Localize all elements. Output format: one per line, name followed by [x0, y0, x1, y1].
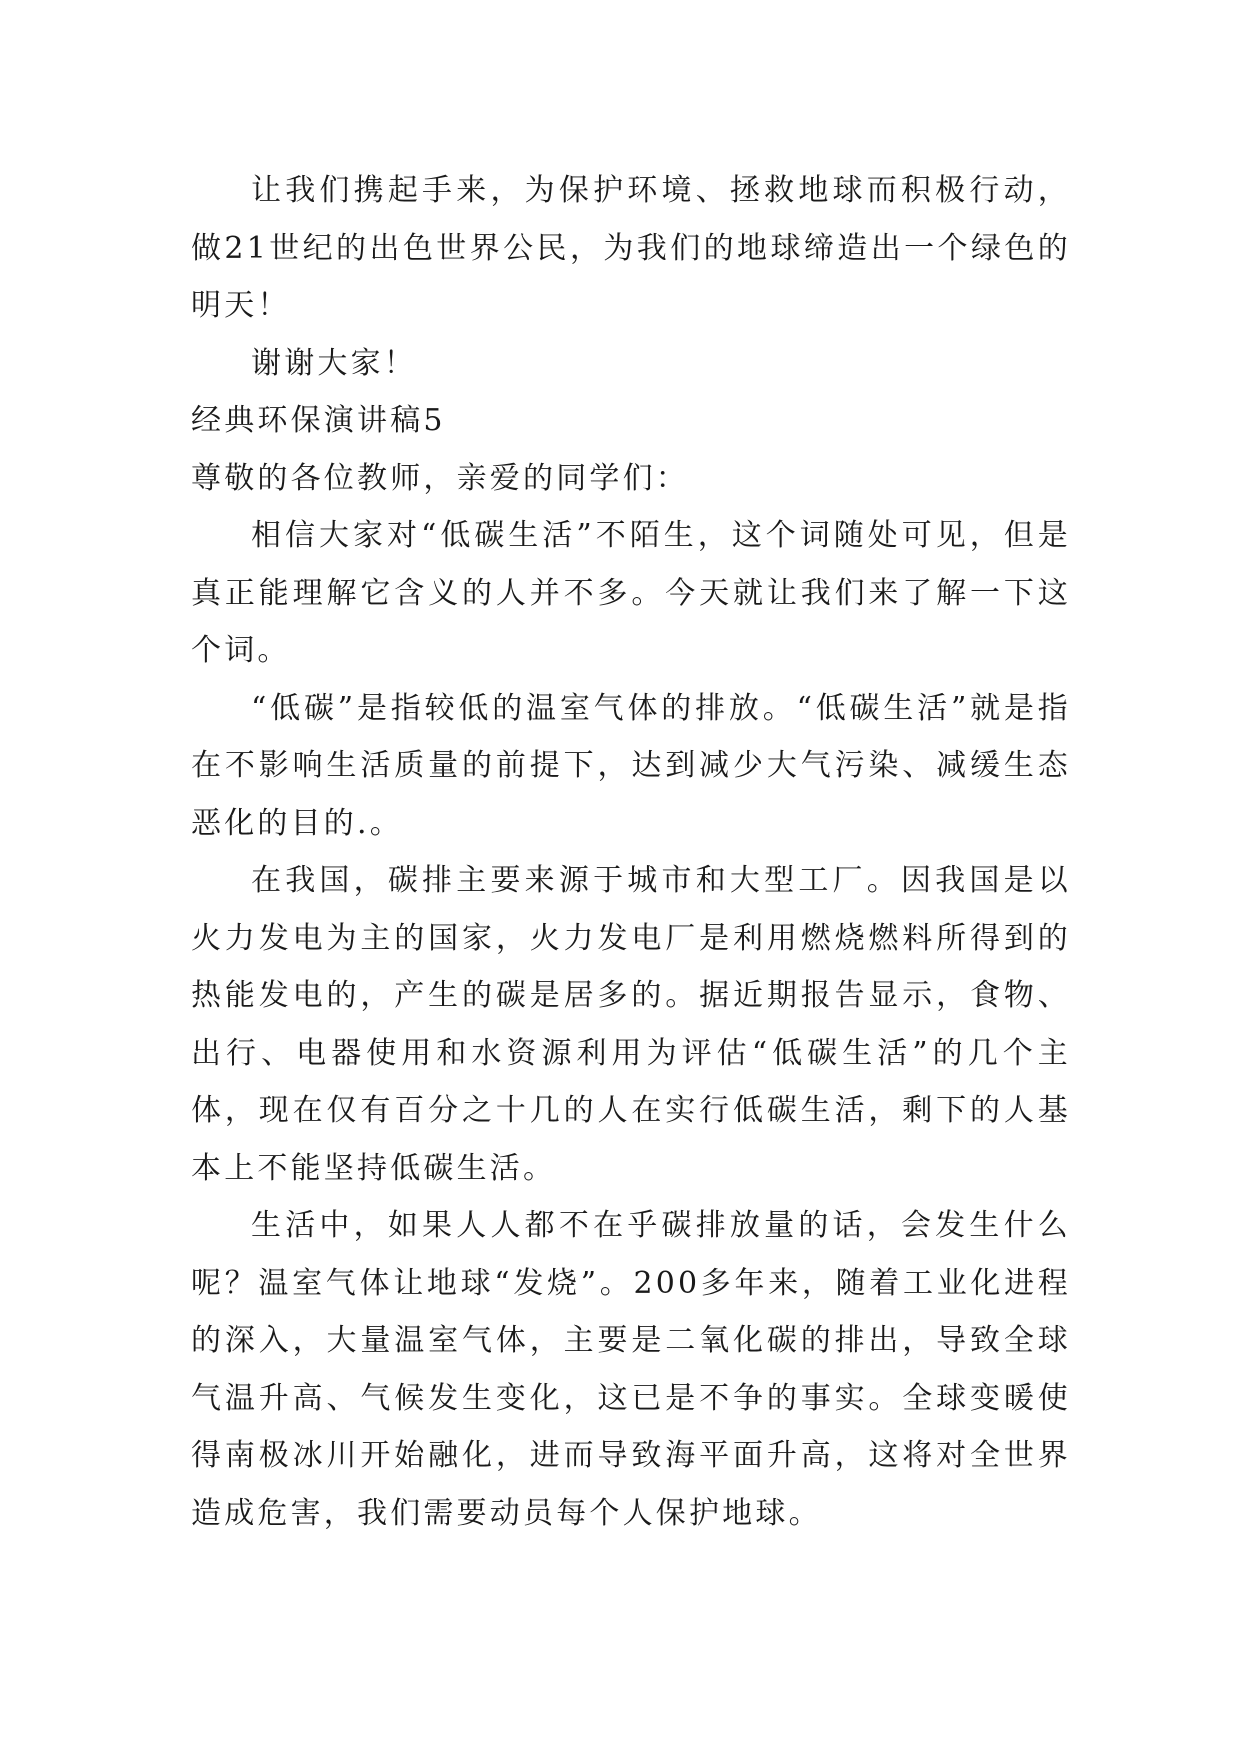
- section-title: 经典环保演讲稿5: [191, 403, 446, 438]
- salutation: 尊敬的各位教师，亲爱的同学们：: [191, 460, 689, 496]
- paragraph-low-carbon-intro: 相信大家对“低碳生活”不陌生，这个词随处可见，但是真正能理解它含义的人并不多。今天就让我们来了解一下这个词。: [191, 518, 1071, 668]
- paragraph-thanks: 谢谢大家！: [251, 345, 417, 381]
- paragraph-global-warming: 生活中，如果人人都不在乎碳排放量的话，会发生什么呢？温室气体让地球“发烧”。200多年来，随着工业化进程的深入，大量温室气体，主要是二氧化碳的排出，导致全球气温升高、气候发生变化，这已是不争的事实。全球变暖使得南极冰川开始融化，进而导致海平面升高，这将对全世界造成危害，我们需要动员每个人保护地球。: [191, 1208, 1071, 1531]
- paragraph-call-to-action: 让我们携起手来，为保护环境、拯救地球而积极行动，做21世纪的出色世界公民，为我们的地球缔造出一个绿色的明天！: [191, 173, 1071, 323]
- document-body: [191, 162, 1071, 1542]
- paragraph-low-carbon-definition: “低碳”是指较低的温室气体的排放。“低碳生活”就是指在不影响生活质量的前提下，达到减少大气污染、减缓生态恶化的目的.。: [191, 690, 1071, 841]
- paragraph-carbon-sources: 在我国，碳排主要来源于城市和大型工厂。因我国是以火力发电为主的国家，火力发电厂是利用燃烧燃料所得到的热能发电的，产生的碳是居多的。据近期报告显示，食物、出行、电器使用和水资源利用为评估“低碳生活”的几个主体，现在仅有百分之十几的人在实行低碳生活，剩下的人基本上不能坚持低碳生活。: [191, 863, 1071, 1186]
